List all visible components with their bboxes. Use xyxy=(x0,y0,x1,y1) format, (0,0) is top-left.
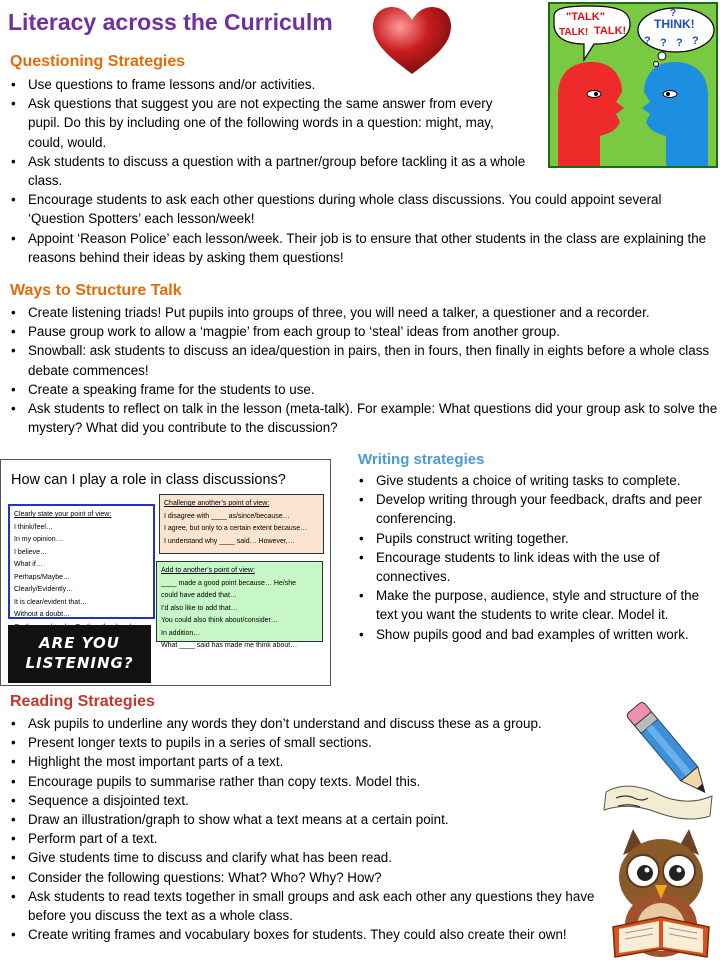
questioning-list xyxy=(8,75,718,267)
clearly-line: Clearly/Evidently… xyxy=(14,586,74,593)
talk-heading: Ways to Structure Talk xyxy=(10,282,182,299)
thought-think: THINK! xyxy=(654,17,695,31)
challenge-line: I agree, but only to a certain extent because… xyxy=(164,525,308,532)
reading-owl-icon xyxy=(603,815,719,960)
clearly-line: Without a doubt… xyxy=(14,611,71,618)
clearly-line: It is clear/evident that… xyxy=(14,598,88,606)
thought-question-4: ? xyxy=(692,35,699,47)
speaking-frame-poster xyxy=(0,459,331,686)
pencil-writing-icon xyxy=(598,694,718,822)
challenge-line: I disagree with ____ as/since/because… xyxy=(164,512,290,520)
speech-talk-1: "TALK" xyxy=(566,11,605,23)
thought-question-1: ? xyxy=(644,35,651,47)
clearly-box xyxy=(8,504,155,619)
list-item: • Snowball: ask students to discuss an idea/question in pairs, then in fours, then finally in eights before a whole class debate commences! xyxy=(8,341,720,379)
list-item: • Pupils construct writing together. xyxy=(356,529,718,548)
questioning-heading: Questioning Strategies xyxy=(10,53,186,70)
list-item: • Ask students to discuss a question with a partner/group before tackling it as a whole class. xyxy=(8,152,528,190)
list-item: • Encourage students to link ideas with the use of connectives. xyxy=(356,548,718,586)
page-title: Literacy across the Curriculm xyxy=(8,9,333,35)
list-item: • Develop writing through your feedback, drafts and peer conferencing. xyxy=(356,490,718,528)
list-item: • Create a speaking frame for the students to use. xyxy=(8,380,720,399)
thought-question-5: ? xyxy=(670,8,677,19)
list-item: • Use questions to frame lessons and/or activities. xyxy=(8,75,528,94)
clearly-line: Perhaps/Maybe… xyxy=(14,573,71,581)
challenge-line: Challenge another’s point of view: xyxy=(164,500,270,507)
reading-list xyxy=(8,714,623,944)
challenge-box xyxy=(159,494,324,554)
list-item: • Make the purpose, audience, style and structure of the text you want the students to write clear. Model it. xyxy=(356,586,718,624)
add-line: What ____ said has made me think about… xyxy=(161,642,298,649)
add-line: I’d also like to add that… xyxy=(161,604,238,612)
list-item: • Draw an illustration/graph to show what a text means at a certain point. xyxy=(8,810,623,829)
list-item: • Ask students to reflect on talk in the lesson (meta-talk). For example: What questions did your group ask to solve the mystery? What did you contribute to the discussion? xyxy=(8,399,720,437)
heart-icon xyxy=(370,4,454,76)
list-item: • Encourage students to ask each other questions during whole class discussions. You could appoint several ‘Question Spotters’ each lesson/week! xyxy=(8,190,718,228)
list-item: • Perform part of a text. xyxy=(8,829,623,848)
add-line: ____ made a good point because… He/she xyxy=(161,579,297,587)
add-line: You could also think about/consider… xyxy=(161,617,278,624)
add-box xyxy=(156,561,323,649)
list-item: • Show pupils good and bad examples of written work. xyxy=(356,625,718,644)
list-item: • Ask questions that suggest you are not expecting the same answer from every pupil. Do this by including one of the following words in a question: might, may, could, would. xyxy=(8,94,528,152)
list-item: • Ask students to read texts together in small groups and ask each other any questions they have before you discuss the text as a whole class. xyxy=(8,887,623,925)
list-item: • Give students a choice of writing tasks to complete. xyxy=(356,471,718,490)
speaking-frame-title: How can I play a role in class discussions? xyxy=(11,472,286,488)
challenge-line: I understand why ____ said… However,… xyxy=(164,537,295,545)
list-item: • Pause group work to allow a ‘magpie’ from each group to ‘steal’ ideas from another group. xyxy=(8,322,720,341)
speech-talk-3: TALK! xyxy=(594,25,627,37)
list-item: • Appoint ‘Reason Police’ each lesson/week. Their job is to ensure that other students in the class are explaining the reasons behind their ideas by asking them questions! xyxy=(8,229,718,267)
clearly-line: What if… xyxy=(14,561,43,568)
list-item: • Create writing frames and vocabulary boxes for students. They could also create their own! xyxy=(8,925,593,944)
are-you-listening-banner: ARE YOU LISTENING? xyxy=(8,625,151,683)
list-item: • Highlight the most important parts of a text. xyxy=(8,752,623,771)
add-line: could have added that… xyxy=(161,592,237,599)
thought-question-2: ? xyxy=(660,37,667,49)
list-item: • Consider the following questions: What? Who? Why? How? xyxy=(8,868,623,887)
clearly-line: In my opinion… xyxy=(14,536,63,543)
list-item: • Encourage pupils to summarise rather than copy texts. Model this. xyxy=(8,772,623,791)
clearly-line: I believe… xyxy=(14,548,48,556)
writing-heading: Writing strategies xyxy=(358,451,485,468)
thought-question-3: ? xyxy=(676,37,683,49)
reading-heading: Reading Strategies xyxy=(10,693,155,710)
list-item: • Ask pupils to underline any words they don’t understand and discuss these as a group. xyxy=(8,714,623,733)
list-item: • Present longer texts to pupils in a series of small sections. xyxy=(8,733,623,752)
add-line: Add to another’s point of view: xyxy=(161,567,255,574)
add-line: In addition… xyxy=(161,629,201,637)
list-item: • Sequence a disjointed text. xyxy=(8,791,623,810)
list-item: • Create listening triads! Put pupils into groups of three, you will need a talker, a questioner and a recorder. xyxy=(8,303,720,322)
writing-list xyxy=(356,471,718,644)
clearly-line: Clearly state your point of view: xyxy=(14,511,112,518)
talk-list xyxy=(8,303,720,437)
list-item: • Give students time to discuss and clarify what has been read. xyxy=(8,848,623,867)
speech-talk-2: TALK! xyxy=(559,27,589,38)
clearly-line: I think/feel… xyxy=(14,523,53,531)
